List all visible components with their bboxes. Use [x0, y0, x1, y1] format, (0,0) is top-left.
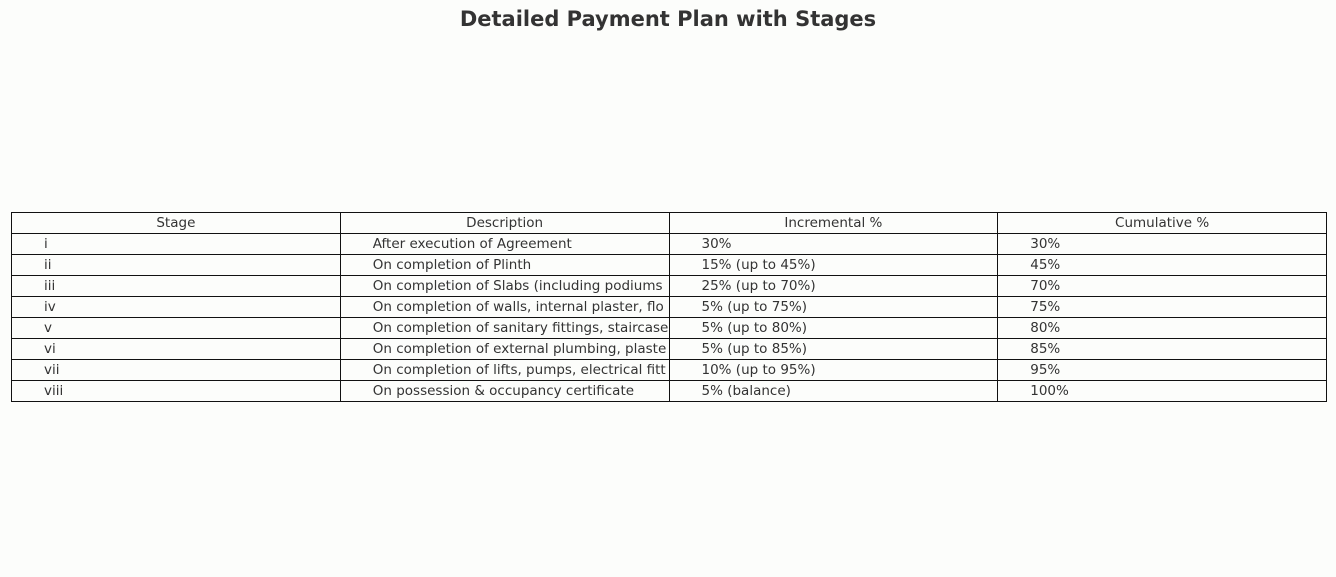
- table-body: [12, 234, 1327, 402]
- cell-incremental: 5% (up to 85%): [669, 339, 998, 360]
- cell-cumulative: 70%: [998, 276, 1327, 297]
- column-header-incremental: Incremental %: [669, 213, 998, 234]
- cell-description: On possession & occupancy certificate: [340, 381, 669, 402]
- cell-stage: v: [12, 318, 341, 339]
- cell-incremental: 15% (up to 45%): [669, 255, 998, 276]
- cell-cumulative: 95%: [998, 360, 1327, 381]
- column-header-stage: Stage: [12, 213, 341, 234]
- cell-description: On completion of lifts, pumps, electrical fitt: [340, 360, 669, 381]
- column-header-description: Description: [340, 213, 669, 234]
- cell-stage: vii: [12, 360, 341, 381]
- cell-incremental: 5% (up to 80%): [669, 318, 998, 339]
- table-header-row: [12, 213, 1327, 234]
- cell-stage: iii: [12, 276, 341, 297]
- cell-cumulative: 80%: [998, 318, 1327, 339]
- cell-cumulative: 85%: [998, 339, 1327, 360]
- table-row: [12, 339, 1327, 360]
- payment-plan-table: [11, 212, 1327, 402]
- table-row: [12, 318, 1327, 339]
- cell-stage: ii: [12, 255, 341, 276]
- chart-title: Detailed Payment Plan with Stages: [459, 7, 877, 31]
- cell-incremental: 10% (up to 95%): [669, 360, 998, 381]
- cell-description: On completion of walls, internal plaster, flo: [340, 297, 669, 318]
- cell-stage: vi: [12, 339, 341, 360]
- cell-incremental: 30%: [669, 234, 998, 255]
- cell-description: On completion of external plumbing, plaste: [340, 339, 669, 360]
- table-row: [12, 255, 1327, 276]
- cell-incremental: 5% (up to 75%): [669, 297, 998, 318]
- table-row: [12, 381, 1327, 402]
- cell-cumulative: 75%: [998, 297, 1327, 318]
- cell-description: On completion of Slabs (including podiums: [340, 276, 669, 297]
- cell-description: After execution of Agreement: [340, 234, 669, 255]
- cell-cumulative: 45%: [998, 255, 1327, 276]
- cell-stage: iv: [12, 297, 341, 318]
- cell-cumulative: 30%: [998, 234, 1327, 255]
- cell-incremental: 5% (balance): [669, 381, 998, 402]
- cell-incremental: 25% (up to 70%): [669, 276, 998, 297]
- table-row: [12, 297, 1327, 318]
- cell-description: On completion of Plinth: [340, 255, 669, 276]
- cell-description: On completion of sanitary fittings, staircase: [340, 318, 669, 339]
- table-row: [12, 276, 1327, 297]
- table-row: [12, 360, 1327, 381]
- cell-stage: viii: [12, 381, 341, 402]
- cell-cumulative: 100%: [998, 381, 1327, 402]
- table-row: [12, 234, 1327, 255]
- column-header-cumulative: Cumulative %: [998, 213, 1327, 234]
- cell-stage: i: [12, 234, 341, 255]
